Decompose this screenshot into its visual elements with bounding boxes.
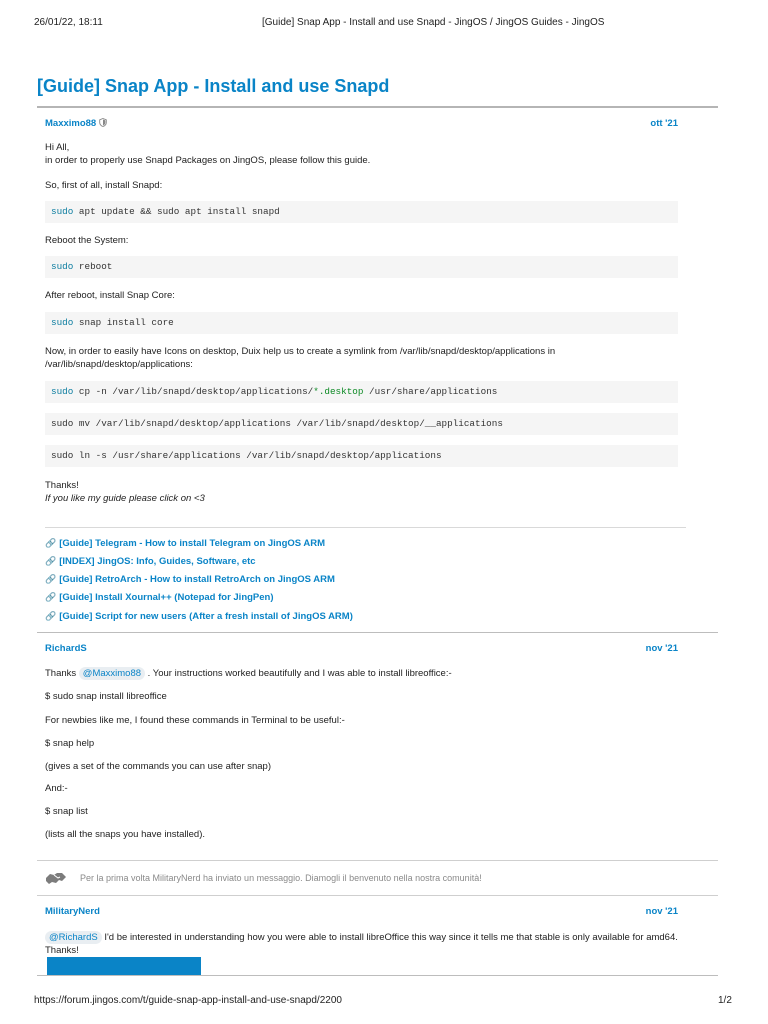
post-date[interactable]: ott '21 [650, 118, 678, 129]
code-text: cp -n /var/lib/snapd/desktop/applications/ [73, 386, 314, 397]
code-keyword: sudo [51, 386, 74, 397]
post-line: And:- [45, 783, 68, 794]
handshake-icon [45, 869, 67, 887]
code-text: apt update && sudo apt install snapd [73, 206, 280, 217]
step-text: Now, in order to easily have Icons on desktop, Duix help us to create a symlink from /var/lib/snapd/desktop/applications in /var/lib/snapd/desktop/applications: [45, 346, 556, 370]
linked-topic-label[interactable]: [Guide] Telegram - How to install Telegram on JingOS ARM [59, 538, 326, 549]
author-name[interactable]: Maxximo88 [45, 118, 97, 129]
post-line: $ snap help [45, 738, 95, 749]
thanks-text: Thanks [45, 668, 77, 679]
reply-action-bar[interactable] [47, 957, 201, 975]
code-text: snap install core [73, 317, 174, 328]
code-keyword: sudo [51, 206, 74, 217]
code-text: sudo mv /var/lib/snapd/desktop/applications /var/lib/snapd/desktop/__applications [51, 418, 503, 429]
code-keyword: sudo [51, 317, 74, 328]
post-author[interactable] [45, 118, 107, 129]
links-divider [45, 527, 686, 528]
linked-topic-label[interactable]: [Guide] Script for new users (After a fresh install of JingOS ARM) [59, 611, 353, 622]
post-author[interactable]: RichardS [45, 643, 87, 654]
post-author[interactable]: MilitaryNerd [45, 906, 100, 917]
step-text: So, first of all, install Snapd: [45, 180, 163, 191]
post-line: $ sudo snap install libreoffice [45, 691, 167, 702]
code-block [45, 445, 678, 467]
topic-title[interactable]: [Guide] Snap App - Install and use Snapd [37, 76, 390, 96]
step-text: Reboot the System: [45, 235, 129, 246]
greeting-line: Hi All, [45, 142, 70, 153]
linked-topic[interactable] [45, 538, 325, 549]
code-keyword: sudo [51, 261, 74, 272]
link-icon: 🔗 [45, 611, 57, 621]
linked-topic[interactable] [45, 556, 256, 567]
link-icon: 🔗 [45, 538, 57, 548]
code-block [45, 256, 678, 278]
code-block [45, 381, 678, 403]
post-divider [37, 895, 718, 896]
post-date[interactable]: nov '21 [645, 906, 678, 917]
link-icon: 🔗 [45, 592, 57, 602]
post-line: $ snap list [45, 806, 88, 817]
code-block [45, 413, 678, 435]
first-post-notice: Per la prima volta MilitaryNerd ha inviato un messaggio. Diamogli il benvenuto nella nostra comunità! [80, 873, 482, 883]
link-icon: 🔗 [45, 574, 57, 584]
print-url: https://forum.jingos.com/t/guide-snap-app-install-and-use-snapd/2200 [34, 995, 342, 1006]
post-paragraph [45, 142, 675, 167]
code-text: reboot [73, 261, 113, 272]
linked-topic[interactable] [45, 574, 335, 585]
post-line: (lists all the snaps you have installed). [45, 829, 205, 840]
intro-line: in order to properly use Snapd Packages on JingOS, please follow this guide. [45, 154, 371, 166]
print-page-number: 1/2 [718, 995, 732, 1006]
linked-topic-label[interactable]: [Guide] RetroArch - How to install RetroArch on JingOS ARM [59, 574, 335, 585]
print-page-title: [Guide] Snap App - Install and use Snapd - JingOS / JingOS Guides - JingOS [262, 17, 605, 28]
linked-topic[interactable] [45, 592, 274, 603]
print-datetime: 26/01/22, 18:11 [34, 17, 103, 28]
user-mention[interactable]: @RichardS [45, 931, 102, 944]
linked-topic-label[interactable]: [INDEX] JingOS: Info, Guides, Software, etc [59, 556, 256, 567]
post-paragraph [45, 667, 675, 681]
thanks-rest: . Your instructions worked beautifully and I was able to install libreoffice:- [147, 668, 452, 679]
linked-topic-label[interactable]: [Guide] Install Xournal++ (Notepad for JingPen) [59, 592, 274, 603]
code-text: /usr/share/applications [363, 386, 498, 397]
user-mention[interactable]: @Maxximo88 [79, 667, 145, 680]
code-block [45, 201, 678, 223]
title-divider [37, 106, 718, 108]
notice-divider [37, 860, 718, 861]
shield-icon [99, 118, 107, 127]
thanks-line: Thanks! [45, 480, 79, 491]
post-signoff [45, 480, 675, 505]
post-paragraph [45, 931, 685, 957]
post-divider [37, 975, 718, 976]
step-text: After reboot, install Snap Core: [45, 290, 175, 301]
post-line: (gives a set of the commands you can use after snap) [45, 761, 272, 772]
link-icon: 🔗 [45, 556, 57, 566]
code-text: sudo ln -s /usr/share/applications /var/lib/snapd/desktop/applications [51, 450, 442, 461]
post-line: For newbies like me, I found these commands in Terminal to be useful:- [45, 715, 345, 726]
code-block [45, 312, 678, 334]
linked-topic[interactable] [45, 611, 353, 622]
code-glob: *.desktop [313, 386, 364, 397]
post-divider [37, 632, 718, 633]
post-date[interactable]: nov '21 [645, 643, 678, 654]
signature-line: If you like my guide please click on <3 [45, 492, 205, 504]
post-text: I'd be interested in understanding how you were able to install libreOffice this way since it tells me that stable is only available for amd64. Thanks! [45, 932, 678, 956]
